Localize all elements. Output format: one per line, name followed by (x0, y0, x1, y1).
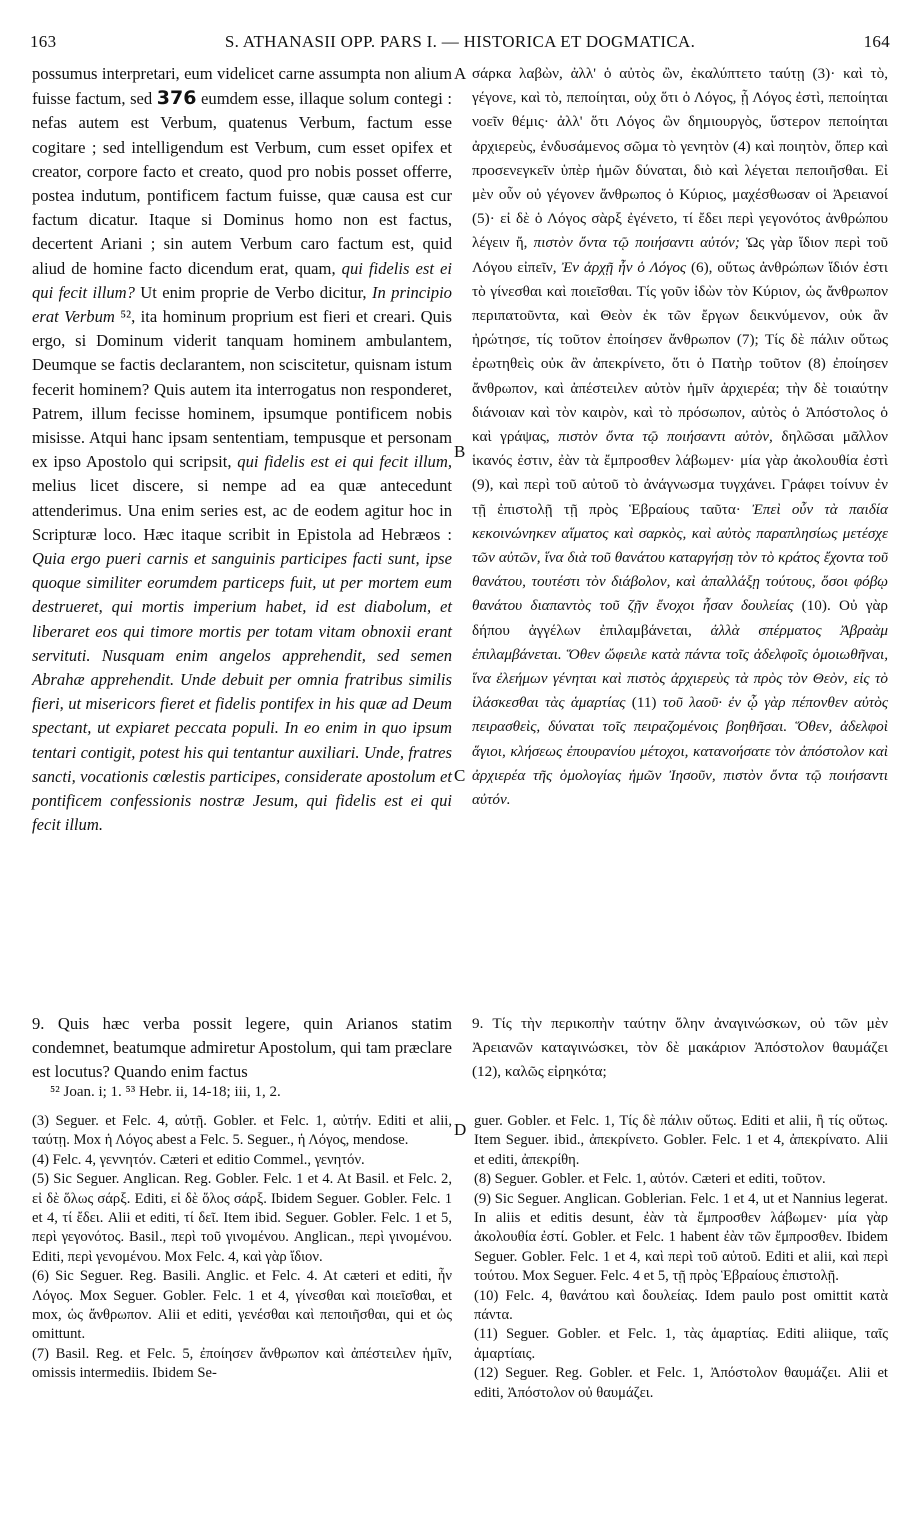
greek-text: Ὡς γὰρ ἴδιον περὶ τοῦ Λόγου εἰπεῖν, (472, 234, 889, 276)
column-number: 376 (156, 87, 197, 110)
greek-column (472, 62, 888, 812)
greek-quote: Ἐπεὶ οὖν τὰ παιδία κεκοινώνηκεν αἵματος καὶ σαρκὸς, καὶ αὐτὸς παραπλησίως μετέσχε τῶν αὐτῶν, ἵνα διὰ τοῦ θανάτου καταργήσῃ τὸν τὸ κράτος ἔχοντα τοῦ θανάτου, τουτέστι τὸν διάβολον, καὶ ἀπαλλάξῃ τούτους, ὅσοι φόβῳ θανάτου διαπαντὸς τοῦ ζῇν ἔνοχοι ἦσαν δουλείας (472, 500, 888, 615)
greek-text: δηλῶσαι μᾶλλον ἱκανός ἐστιν, ἐὰν τὰ ἔμπροσθεν λάβωμεν· μία γὰρ ἀκολουθία ἐστὶ (9), καὶ περὶ τοῦ αὐτοῦ τὸ ἀνάγνωσμα τυγχάνει. Γράφει τοίνυν ἐν τῇ ἐπιστολῇ τῇ πρὸς Ἑβραίους ταῦτα· (472, 428, 888, 518)
latin-paragraph (32, 62, 452, 838)
footnote: (11) Seguer. Gobler. et Felc. 1, τὰς ἁμαρτίας. Editi aliique, ταῖς ἁμαρτίαις. (474, 1326, 888, 1362)
footnote: (7) Basil. Reg. et Felc. 5, ἐποίησεν ἄνθρωπον καὶ ἀπέστειλεν ἡμῖν, omissis intermediis. Ibidem Se- (32, 1345, 452, 1382)
latin-section-9: 9. Quis hæc verba possit legere, quin Arianos statim condemnet, beatumque admiretur Apostolum, qui tam præclare est locutus? Quando enim factus (32, 1014, 452, 1081)
latin-text: eumdem esse, illaque solum contegi : nefas autem est Verbum, quatenus Verbum, factum esse cogitare ; sed intelligendum est Verbum, cum esset opifex et creator, corpore facto et creato, quod pro nobis posset offerre, postea indutum, pontificem factum fuisse, quæ causa est cur factum dicatur. Itaque si Dominus homo non est factus, decertent Ariani ; sin autem Verbum caro factum est, quid aliud de homine facto dicendum erat, quam, (32, 89, 453, 278)
latin-column (32, 62, 452, 838)
footnote: (6) Sic Seguer. Reg. Basili. Anglic. et Felc. 4. At cæteri et editi, ἦν Λόγος. Mox Seguer. Gobler. Felc. 1 et 4, γίνεσθαι καὶ ποιεῖσθαι, et mox, ὡς ἄνθρωπον. Alii et editi, γενέσθαι καὶ πεποιῆσθαι, qui et ὡς omittunt. (32, 1268, 452, 1343)
greek-quote: πιστὸν ὄντα τῷ ποιήσαντι αὐτὸν, (558, 428, 773, 446)
margin-letter-a: A (454, 64, 467, 83)
scripture-references: ⁵² Joan. i; 1. ⁵³ Hebr. ii, 14-18; iii, 1, 2. (50, 1084, 281, 1100)
latin-quote: In principio erat Verbum (32, 282, 452, 327)
greek-paragraph (472, 62, 888, 812)
latin-text: ⁵², ita hominum proprium est fieri et creari. Quis ergo, si Dominum viderit tanquam hominem ambulantem, Deumque se factis declarantem, non sciscitetur, quisnam istum fecerit hominem? Quis autem ita interrogatus non responderet, Patrem, illum fecisse hominem, ipsumque pontificem nobis misisse. Atqui hanc ipsam sententiam, tempusque et personam ex ipso Apostolo qui scripsit, (32, 307, 453, 472)
running-title: S. ATHANASII OPP. PARS I. — HISTORICA ET DOGMATICA. (224, 32, 696, 51)
footnote: (10) Felc. 4, θανάτου καὶ δουλείας. Idem paulo post omittit κατὰ πάντα. (474, 1287, 888, 1324)
footnote: (9) Sic Seguer. Anglican. Goblerian. Felc. 1 et 4, ut et Nannius legerat. In aliis et editis desunt, ἐὰν τὰ ἔμπροσθεν λάβωμεν· μία γὰρ ἀκολουθία ἐστί. Gobler. et Felc. 1 habent ἐὰν τῶν ἔμπροσθεν. Ibidem Seguer. Gobler. Felc. 1 et 4, καὶ περὶ τοῦ αὐτοῦ. Editi et alii, καὶ περὶ τούτου. Mox Seguer. Felc. 4 et 5, τῇ πρὸς Ἑβραίους ἐπιστολῇ. (474, 1190, 888, 1285)
margin-letter-c: C (454, 766, 466, 785)
footnotes-left (32, 1112, 452, 1384)
greek-section-9: 9. Τίς τὴν περικοπὴν ταύτην ὅλην ἀναγινώσκων, οὐ τῶν μὲν Ἀρειανῶν καταγινώσκει, τὸν δὲ μακάριον Ἀπόστολον θαυμάζει (12), καλῶς εἰρηκότα; (472, 1015, 888, 1080)
greek-text: (11) (625, 694, 663, 712)
latin-text: melius licet discere, si nempe ad ea quæ antecedunt attenderimus. Una enim series est, ac de eodem agitur hoc in Scripturæ loco. Hæc itaque scribit in Epistola ad Hebræos : (32, 476, 452, 544)
footnote: (3) Seguer. et Felc. 4, αὐτῇ. Gobler. et Felc. 1, αὐτήν. Editi et alii, ταύτῃ. Mox ἡ Λόγος abest a Felc. 5. Seguer., ἡ Λόγος, mendose. (32, 1113, 452, 1149)
running-header (30, 32, 890, 58)
footnote: (12) Seguer. Reg. Gobler. et Felc. 1, Ἀπόστολον θαυμάζει. Alii et editi, Ἀπόστολον οὐ θαυμάζει. (474, 1365, 888, 1401)
margin-letter-d: D (454, 1120, 467, 1139)
footnote: guer. Gobler. et Felc. 1, Τίς δὲ πάλιν οὕτως. Editi et alii, ἢ τίς οὕτως. Item Seguer. ibid., ἀπεκρίνετο. Gobler. Felc. 1 et 4, ἀπεκρίνατο. Alii et editi, ἀπεκρίθη. (474, 1113, 888, 1168)
greek-text: σάρκα λαβὼν, ἀλλ' ὁ αὐτὸς ὢν, ἐκαλύπτετο ταύτῃ (3)· καὶ τὸ, γέγονε, καὶ τὸ, πεποίηται, οὐχ ὅτι ὁ Λόγος, ᾗ Λόγος ἐστὶ, πεποίηται νοεῖν θέμις· ἀλλ' ὅτι Λόγος ὢν δημιουργὸς, ὕστερον πεποίηται ἀρχιερεὺς, ἐνδυσάμενος σῶμα τὸ γενητὸν (4) καὶ ποιητὸν, ὅπερ καὶ προσενεγκεῖν ὑπὲρ ἡμῶν δύναται, διὸ καὶ λέγεται πεποιῆσθαι. Εἰ μὲν οὖν οὐ γέγονεν ἄνθρωπος ὁ Κύριος, μαχέσθωσαν οἱ Ἀρειανοί (5)· εἰ δὲ ὁ Λόγος σὰρξ ἐγένετο, τί ἔδει περὶ γεγονότος ἀνθρώπου λέγειν ἤ, (472, 65, 888, 252)
latin-text: possumus interpretari, eum videlicet carne assumpta non alium fuisse factum, sed (32, 64, 452, 109)
margin-letter-b: B (454, 442, 466, 461)
footnotes-right (474, 1112, 888, 1403)
greek-quote: ἀλλὰ σπέρματος Ἀβραὰμ ἐπιλαμβάνεται. Ὅθεν ὤφειλε κατὰ πάντα τοῖς ἀδελφοῖς ὁμοιωθῆναι, ἵνα ἐλεήμων γένηται καὶ πιστὸς ἀρχιερεὺς τὰ πρὸς τὸν Θεὸν, εἰς τὸ ἱλάσκεσθαι τὰς ἁμαρτίας (472, 621, 888, 712)
latin-quote: Quia ergo pueri carnis et sanguinis participes facti sunt, ipse quoque similiter eorumdem particeps fuit, ut per mortem eum destrueret, qui mortis imperium habet, id est diabolum, et liberaret eos qui timore mortis per totam vitam obnoxii erant servituti. Nusquam enim angelos apprehendit, sed semen Abrahæ apprehendit. Unde debuit per omnia fratribus similis fieri, ut misericors fieret et fidelis pontifex in his quæ ad Deum spectant, ut expiaret peccata populi. In eo enim in quo ipsum tentari contigit, potest his qui tentantur auxiliari. Unde, fratres sancti, vocationis cœlestis participes, considerate apostolum et pontificem confessionis nostræ Jesum, qui fidelis est ei qui fecit illum. (32, 549, 452, 835)
page-number-right: 164 (863, 32, 890, 51)
greek-text: (10). Οὐ γὰρ δήπου ἀγγέλων ἐπιλαμβάνεται, (472, 597, 888, 639)
greek-text: (6), οὕτως ἀνθρώπων ἴδιόν ἐστι τὸ γίνεσθαι καὶ ποιεῖσθαι. Τίς γοῦν ἰδὼν τὸν Κύριον, ὡς ἄνθρωπον περιπατοῦντα, καὶ Θεὸν ἐκ τῶν ἔργων δεικνύμενον, οὐκ ἂν ἠρώτησε, τίς τοῦτον ἐποίησεν ἄνθρωπον (7); Τίς δὲ πάλιν οὕτως ἐρωτηθεὶς οὐκ ἂν ἀπεκρίνετο, ὅτι ὁ Πατὴρ τοῦτον (8) ἐποίησεν ἄνθρωπον, καὶ ἀπέστειλεν αὐτὸν ἡμῖν ἀρχιερέα; τὴν δὲ τοιαύτην διάνοιαν καὶ τὸν καιρὸν, καὶ τὸ πρόσωπον, αὐτὸς ὁ Ἀπόστολος ὁ καὶ γράψας, (472, 258, 888, 446)
latin-quote: qui fidelis est ei qui fecit illum? (32, 258, 453, 302)
footnote: (5) Sic Seguer. Anglican. Reg. Gobler. Felc. 1 et 4. At Basil. et Felc. 2, εἰ δὲ ὅλως σάρξ. Editi, εἰ δὲ ὅλος σάρξ. Ibidem Seguer. Gobler. Felc. 1 et 4, τί ἔδει. Alii et editi, τί δεῖ. Item ibid. Seguer. Gobler. Felc. 1 et 5, περὶ γεγονότος. Basil., περὶ τοῦ γινομένου. Anglican., περὶ γινομένου. Editi, περὶ γενομένου. Mox Felc. 4, καὶ γὰρ ἴδιον. (32, 1171, 452, 1265)
footnote: (4) Felc. 4, γεννητόν. Cæteri et editio Commel., γενητόν. (32, 1151, 365, 1168)
greek-quote: πιστὸν ὄντα τῷ ποιήσαντι αὐτόν; (533, 234, 740, 252)
footnote: (8) Seguer. Gobler. et Felc. 1, αὐτόν. Cæteri et editi, τοῦτον. (474, 1171, 826, 1188)
page-number-left: 163 (30, 32, 57, 51)
latin-text: Ut enim proprie de Verbo dicitur, (134, 282, 372, 302)
greek-quote: Ἐν ἀρχῇ ἦν ὁ Λόγος (561, 258, 687, 276)
greek-quote: τοῦ λαοῦ· ἐν ᾧ γὰρ πέπονθεν αὐτὸς πειρασθεὶς, δύναται τοῖς πειραζομένοις βοηθῆσαι. Ὅθεν, ἀδελφοὶ ἅγιοι, κλήσεως ἐπουρανίου μέτοχοι, κατανοήσατε τὸν ἀπόστολον καὶ ἀρχιερέα τῆς ὁμολογίας ἡμῶν Ἰησοῦν, πιστὸν ὄντα τῷ ποιήσαντι αὐτόν. (472, 694, 888, 809)
latin-quote: qui fidelis est ei qui fecit illum, (237, 452, 452, 472)
